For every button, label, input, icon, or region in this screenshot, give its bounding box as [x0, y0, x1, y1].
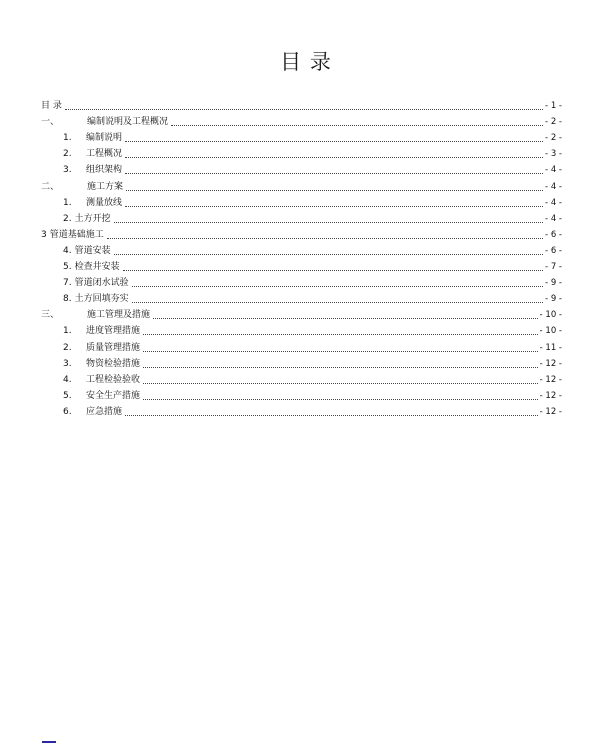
toc-entry[interactable] [41, 305, 562, 321]
dot-leader [153, 317, 538, 319]
toc-entry-title: 工程检验验收 [86, 374, 141, 385]
toc-entry[interactable] [41, 225, 562, 241]
toc-entry-number: 二、 [41, 181, 60, 192]
toc-entry[interactable] [41, 193, 562, 209]
toc-entry-page: - 7 - [545, 262, 562, 273]
toc-entry[interactable] [41, 112, 562, 128]
toc-entry-page: - 4 - [545, 213, 562, 224]
toc-entry-page: - 9 - [545, 278, 562, 289]
dot-leader [126, 189, 543, 191]
dot-leader [143, 382, 538, 384]
toc-entry[interactable] [41, 144, 562, 160]
dot-leader [65, 108, 543, 110]
toc-entry-title: 管道基础施工 [49, 229, 104, 240]
toc-entry-number: 4. [63, 245, 72, 256]
toc-entry-page: - 4 - [545, 181, 562, 192]
dot-leader [125, 172, 543, 174]
dot-leader [143, 350, 538, 352]
page-title: 目 录 [280, 50, 332, 74]
toc-entry-number: 8. [63, 294, 72, 305]
toc-entry[interactable] [41, 370, 562, 386]
toc-entry-title: 目 录 [41, 101, 62, 112]
toc-entry-title: 土方开挖 [74, 213, 111, 224]
dot-leader [125, 156, 543, 158]
toc-entry-title: 编制说明及工程概况 [87, 117, 169, 128]
dot-leader [125, 205, 543, 207]
toc-entry-page: - 6 - [545, 229, 562, 240]
toc-entry-number: 1. [63, 326, 72, 337]
toc-entry-number: 5. [63, 262, 72, 273]
toc-entry-title: 测量放线 [86, 197, 123, 208]
toc-entry-title: 施工方案 [87, 181, 124, 192]
toc-entry-page: - 1 - [545, 101, 562, 112]
toc-entry-title: 管道闭水试验 [74, 278, 129, 289]
toc-entry-number: 7. [63, 278, 72, 289]
table-of-contents [41, 96, 562, 418]
dot-leader [171, 124, 543, 126]
toc-entry-title: 质量管理措施 [86, 342, 141, 353]
toc-entry[interactable] [41, 96, 562, 112]
toc-entry-title: 安全生产措施 [86, 390, 141, 401]
toc-entry-page: - 4 - [545, 197, 562, 208]
toc-entry-page: - 12 - [539, 406, 562, 417]
toc-entry-number: 6. [63, 406, 72, 417]
toc-entry-page: - 10 - [539, 310, 562, 321]
toc-entry-title: 物资检验措施 [86, 358, 141, 369]
toc-entry-page: - 12 - [539, 358, 562, 369]
toc-entry-page: - 2 - [545, 133, 562, 144]
dot-leader [132, 285, 543, 287]
dot-leader [143, 398, 538, 400]
toc-entry[interactable] [41, 209, 562, 225]
dot-leader [114, 253, 543, 255]
toc-entry[interactable] [41, 289, 562, 305]
toc-entry-number: 1. [63, 133, 72, 144]
toc-entry[interactable] [41, 337, 562, 353]
toc-entry-page: - 12 - [539, 390, 562, 401]
toc-entry-page: - 12 - [539, 374, 562, 385]
toc-entry-title: 编制说明 [86, 133, 123, 144]
toc-entry-page: - 9 - [545, 294, 562, 305]
dot-leader [132, 301, 543, 303]
toc-entry-title: 土方回填夯实 [74, 294, 129, 305]
toc-entry-number: 2. [63, 149, 72, 160]
toc-entry-number: 3. [63, 358, 72, 369]
toc-entry-title: 组织架构 [86, 165, 123, 176]
toc-entry-page: - 4 - [545, 165, 562, 176]
toc-entry-number: 2. [63, 342, 72, 353]
toc-entry[interactable] [41, 354, 562, 370]
dot-leader [123, 269, 543, 271]
toc-entry-title: 管道安装 [74, 245, 111, 256]
dot-leader [107, 237, 543, 239]
dot-leader [125, 140, 543, 142]
toc-entry[interactable] [41, 160, 562, 176]
toc-entry-page: - 3 - [545, 149, 562, 160]
page-edge-mark [42, 741, 56, 743]
toc-entry[interactable] [41, 321, 562, 337]
toc-entry-title: 应急措施 [86, 406, 123, 417]
toc-entry[interactable] [41, 386, 562, 402]
toc-entry-title: 检查井安装 [74, 262, 120, 273]
toc-entry-page: - 11 - [539, 342, 562, 353]
toc-entry-page: - 10 - [539, 326, 562, 337]
toc-entry[interactable] [41, 402, 562, 418]
toc-entry-title: 工程概况 [86, 149, 123, 160]
toc-entry[interactable] [41, 273, 562, 289]
toc-entry-number: 一、 [41, 117, 60, 128]
toc-entry-number: 三、 [41, 310, 60, 321]
dot-leader [143, 333, 538, 335]
toc-entry[interactable] [41, 176, 562, 192]
dot-leader [125, 414, 538, 416]
toc-entry[interactable] [41, 128, 562, 144]
toc-entry-number: 5. [63, 390, 72, 401]
toc-entry-page: - 6 - [545, 245, 562, 256]
toc-entry-number: 1. [63, 197, 72, 208]
dot-leader [143, 366, 538, 368]
toc-entry-title: 施工管理及措施 [87, 310, 151, 321]
toc-entry-number: 3 [41, 229, 47, 240]
toc-entry[interactable] [41, 257, 562, 273]
toc-entry-number: 2. [63, 213, 72, 224]
toc-entry-number: 4. [63, 374, 72, 385]
toc-entry-page: - 2 - [545, 117, 562, 128]
dot-leader [114, 221, 543, 223]
toc-entry-number: 3. [63, 165, 72, 176]
toc-entry[interactable] [41, 241, 562, 257]
toc-entry-title: 进度管理措施 [86, 326, 141, 337]
